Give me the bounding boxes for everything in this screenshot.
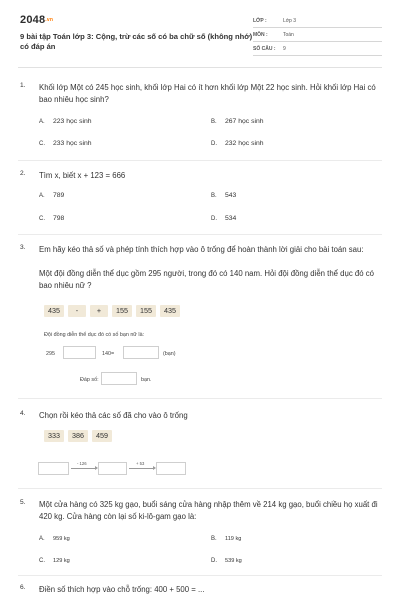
option-letter: D. — [211, 141, 217, 147]
option-letter: C. — [39, 141, 45, 147]
question-2 — [20, 170, 380, 232]
drop-slot-start[interactable] — [38, 462, 69, 475]
drag-tile[interactable]: 155 — [112, 305, 132, 317]
option-b[interactable] — [211, 192, 236, 199]
question-4 — [20, 410, 380, 485]
meta-value-class: Lớp 3 — [283, 17, 297, 24]
meta-value-subject: Toán — [283, 31, 294, 38]
drop-slot-end[interactable] — [156, 462, 186, 475]
equation-unit: (bạn) — [163, 351, 176, 357]
meta-key-class: LỚP : — [253, 17, 267, 24]
question-number: 5. — [20, 499, 26, 506]
option-letter: A. — [39, 193, 45, 199]
option-c[interactable] — [39, 558, 70, 564]
option-text: 539 kg — [225, 558, 242, 564]
option-c[interactable] — [39, 140, 92, 147]
drag-tiles — [44, 430, 112, 442]
question-text: Một cửa hàng có 325 kg gạo, buổi sáng cửa hàng nhập thêm về 214 kg gạo, buổi chiều họ xuất đi 420 kg. Cửa hàng còn lại số ki-lô-gam gạo là: — [39, 500, 378, 521]
drag-tile[interactable]: 435 — [160, 305, 180, 317]
option-text: 232 học sinh — [225, 140, 264, 147]
arrow-line — [129, 468, 154, 469]
drag-tile[interactable]: 155 — [136, 305, 156, 317]
option-letter: B. — [211, 193, 217, 199]
site-logo[interactable] — [20, 14, 53, 26]
arrow-label-minus: - 126 — [77, 461, 87, 466]
meta-key-subject: MÔN : — [253, 31, 268, 38]
option-text: 119 kg — [225, 536, 242, 542]
option-letter: C. — [39, 216, 45, 222]
meta-value-count: 9 — [283, 45, 286, 52]
question-problem: Một đội đồng diễn thể dục gồm 295 người, trong đó có 140 nam. Hỏi đội đồng diễn thể dục đó có bao nhiêu nữ ? — [39, 269, 374, 290]
drop-slot-middle[interactable] — [98, 462, 127, 475]
drag-tile[interactable]: 459 — [92, 430, 112, 442]
option-letter: D. — [211, 558, 217, 564]
meta-row-count — [253, 42, 382, 56]
equation-left-operand: 295 — [46, 351, 55, 357]
worksheet-meta — [253, 14, 382, 56]
drag-tile[interactable]: - — [68, 305, 86, 317]
question-text: Chọn rồi kéo thả các số đã cho vào ô trống — [39, 411, 188, 420]
option-d[interactable] — [211, 215, 236, 222]
option-text: 543 — [225, 192, 237, 199]
question-divider — [18, 488, 382, 489]
question-number: 6. — [20, 584, 26, 591]
question-5 — [20, 499, 380, 573]
option-d[interactable] — [211, 558, 242, 564]
option-letter: B. — [211, 119, 217, 125]
question-6 — [20, 584, 380, 598]
header-divider — [18, 67, 382, 68]
option-a[interactable] — [39, 192, 64, 199]
option-letter: A. — [39, 536, 45, 542]
drag-tile[interactable]: 333 — [44, 430, 64, 442]
question-divider — [18, 398, 382, 399]
option-letter: C. — [39, 558, 45, 564]
question-divider — [18, 160, 382, 161]
option-letter: A. — [39, 119, 45, 125]
option-text: 129 kg — [53, 558, 70, 564]
option-a[interactable] — [39, 118, 92, 125]
drag-tile[interactable]: 435 — [44, 305, 64, 317]
option-b[interactable] — [211, 536, 241, 542]
drag-tile[interactable]: + — [90, 305, 108, 317]
question-number: 1. — [20, 82, 26, 89]
option-text: 267 học sinh — [225, 118, 264, 125]
option-text: 534 — [225, 215, 237, 222]
option-c[interactable] — [39, 215, 64, 222]
arrow-line — [71, 468, 96, 469]
drop-slot-result[interactable] — [123, 346, 159, 359]
option-text: 959 kg — [53, 536, 70, 542]
logo-text: 2048 — [20, 14, 46, 26]
option-letter: B. — [211, 536, 217, 542]
question-text: Khối lớp Một có 245 học sinh, khối lớp Hai có ít hơn khối lớp Một 22 học sinh. Hỏi khối lớp Hai có bao nhiêu học sinh? — [39, 83, 376, 104]
option-text: 789 — [53, 192, 65, 199]
meta-row-class — [253, 14, 382, 28]
question-divider — [18, 575, 382, 576]
answer-label: Đáp số: — [80, 377, 99, 383]
equation-middle: 140= — [102, 351, 115, 357]
question-text: Em hãy kéo thả số và phép tính thích hợp vào ô trống để hoàn thành lời giải cho bài toán sau: — [39, 245, 364, 254]
drop-slot-operator[interactable] — [63, 346, 96, 359]
option-text: 233 học sinh — [53, 140, 92, 147]
drag-tiles — [44, 305, 180, 317]
worksheet-header — [20, 14, 382, 66]
question-number: 4. — [20, 410, 26, 417]
meta-key-count: SỐ CÂU : — [253, 45, 276, 52]
option-d[interactable] — [211, 140, 264, 147]
question-number: 2. — [20, 170, 26, 177]
drag-tile[interactable]: 386 — [68, 430, 88, 442]
worksheet-title: 9 bài tập Toán lớp 3: Cộng, trừ các số có ba chữ số (không nhớ) có đáp án — [20, 32, 253, 51]
option-letter: D. — [211, 216, 217, 222]
question-3 — [20, 244, 380, 394]
option-a[interactable] — [39, 536, 70, 542]
question-divider — [18, 234, 382, 235]
logo-suffix: .vn — [45, 17, 54, 24]
option-b[interactable] — [211, 118, 264, 125]
meta-row-subject — [253, 28, 382, 42]
question-text: Tìm x, biết x + 123 = 666 — [39, 171, 126, 180]
answer-unit: bạn. — [141, 377, 152, 383]
option-text: 798 — [53, 215, 65, 222]
question-text: Điền số thích hợp vào chỗ trống: 400 + 500 = ... — [39, 585, 205, 594]
option-text: 223 học sinh — [53, 118, 92, 125]
arrow-label-plus: + 53 — [136, 461, 145, 466]
question-number: 3. — [20, 244, 26, 251]
solution-line: Đội đồng diễn thể dục đó có số bạn nữ là: — [44, 332, 145, 338]
drop-slot-answer[interactable] — [101, 372, 137, 385]
question-1 — [20, 82, 380, 162]
